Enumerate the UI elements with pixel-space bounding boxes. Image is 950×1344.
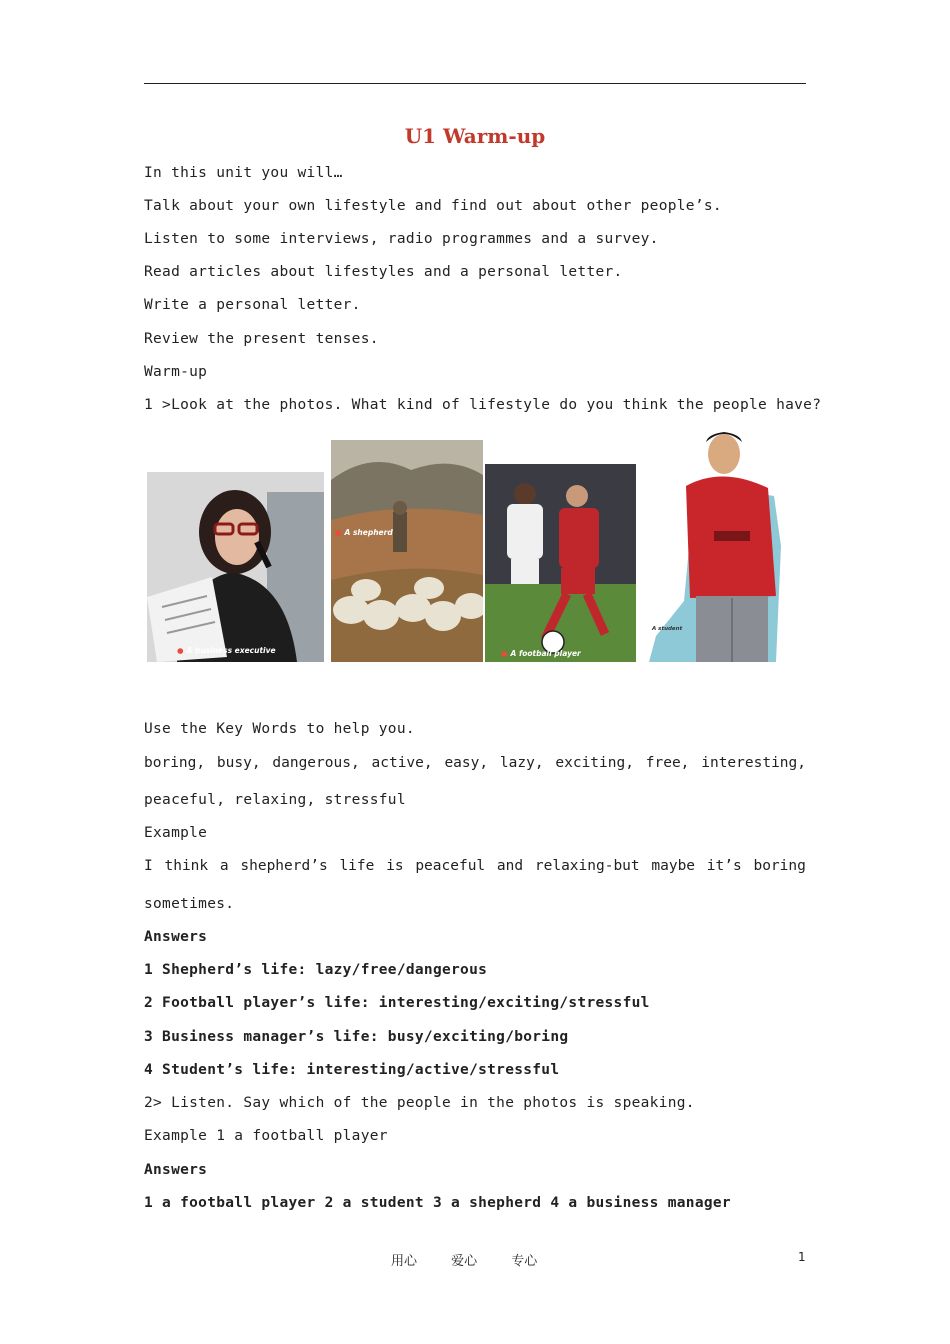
answers-heading-2: Answers [144,1162,208,1178]
intro-item: Talk about your own lifestyle and find out about other people’s. [144,198,722,214]
intro-item: Listen to some interviews, radio programmes and a survey. [144,231,659,247]
football-player-photo [485,464,636,662]
page-title: U1 Warm-up [404,124,546,148]
example-word: think [164,858,209,874]
photo-caption: ● A football player [501,649,581,658]
business-executive-photo [147,472,324,662]
page-footer: 用心 爱心 专心 [391,1254,538,1269]
photo-caption: ● A shepherd [335,528,393,537]
key-word: exciting, [555,755,634,771]
shepherd-photo [331,440,483,662]
key-word: busy, [216,755,261,771]
example-word: a [219,858,229,874]
key-word: free, [645,755,690,771]
example-word: is [386,858,404,874]
page-number: 1 [798,1250,806,1264]
key-word: boring, [144,755,206,771]
photo-caption: ● A business executive [177,646,276,655]
header-rule [144,83,806,84]
question-2-example: Example 1 a football player [144,1128,388,1144]
answer-item: 2 Football player’s life: interesting/exciting/stressful [144,995,650,1011]
example-word: shepherd’s [240,858,328,874]
example-word: maybe [651,858,696,874]
key-words-line [144,755,806,771]
answer-item: 3 Business manager’s life: busy/exciting/boring [144,1029,569,1045]
key-word: dangerous, [272,755,360,771]
answers-heading: Answers [144,929,208,945]
key-words-intro: Use the Key Words to help you. [144,721,415,737]
key-word: active, [371,755,433,771]
question-1: 1 >Look at the photos. What kind of lifestyle do you think the people have? [144,397,822,413]
intro-item: Review the present tenses. [144,331,379,347]
key-word: lazy, [499,755,544,771]
example-word: I [144,858,153,874]
example-word: and [496,858,524,874]
student-photo [644,426,781,662]
intro-lead: In this unit you will… [144,165,343,181]
key-word: easy, [444,755,489,771]
example-word: it’s [706,858,742,874]
answers-2-line: 1 a football player 2 a student 3 a shepherd 4 a business manager [144,1195,731,1211]
question-2: 2> Listen. Say which of the people in the photos is speaking. [144,1095,695,1111]
intro-item: Read articles about lifestyles and a personal letter. [144,264,623,280]
example-label: Example [144,825,208,841]
example-word: life [339,858,375,874]
photo-caption: A student [652,626,683,632]
example-word: boring [753,858,806,874]
answer-item: 1 Shepherd’s life: lazy/free/dangerous [144,962,488,978]
key-word: interesting, [701,755,806,771]
example-sentence-end: sometimes. [144,896,235,912]
example-word: relaxing-but [534,858,640,874]
warmup-heading: Warm-up [144,364,208,380]
key-words-line-2: peaceful, relaxing, stressful [144,792,406,808]
answer-item: 4 Student’s life: interesting/active/stressful [144,1062,560,1078]
example-word: peaceful [415,858,486,874]
example-sentence [144,858,806,874]
intro-item: Write a personal letter. [144,297,361,313]
